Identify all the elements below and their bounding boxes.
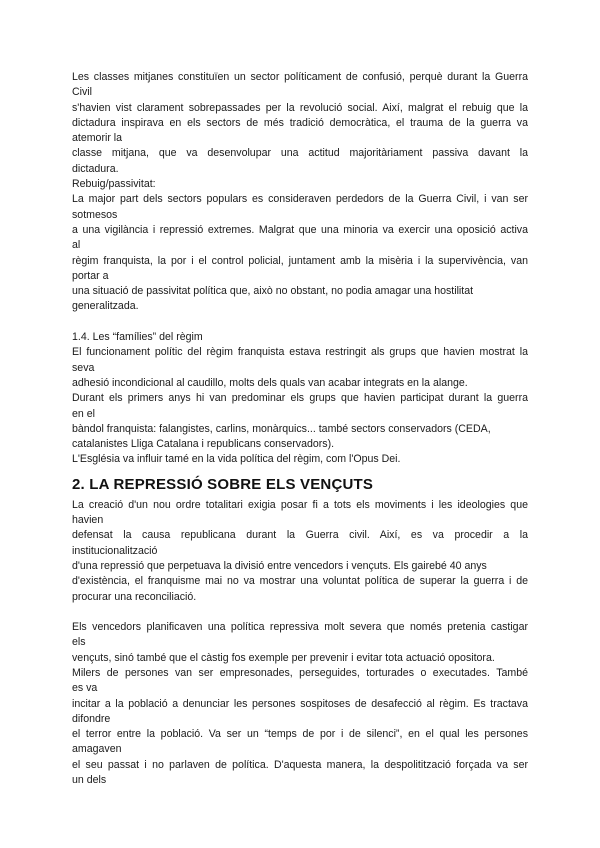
text-line: una situació de passivitat política que, això no obstant, no podia amagar una hostilitat <box>72 285 474 298</box>
paragraph-block-families <box>72 330 528 468</box>
paragraph-block-repression <box>72 498 528 605</box>
text-line: règim franquista, la por i el control policial, juntament amb la misèria i la supervivència, van <box>72 254 528 267</box>
text-line: Civil <box>72 86 93 99</box>
text-line: L'Església va influir tamé en la vida política del règim, com l'Opus Dei. <box>72 453 401 466</box>
text-line: a una vigilància i repressió extremes. Malgrat que una minoria va exercir una oposició activa <box>72 223 528 236</box>
text-line: portar a <box>72 269 109 282</box>
text-line: d'existència, el franquisme mai no va mostrar una voluntat política de superar la guerra i de <box>72 575 528 588</box>
text-line: catalanistes Lliga Catalana i republicans conservadors). <box>72 438 335 451</box>
text-line: dictadura. <box>72 162 119 175</box>
text-line: Durant els primers anys hi van predominar els grups que havien participat durant la guerra <box>72 392 528 405</box>
section-heading: 2. LA REPRESSIÓ SOBRE ELS VENÇUTS <box>72 475 374 493</box>
text-line: Els vencedors planificaven una política repressiva molt severa que només pretenia castigar <box>72 621 528 634</box>
text-line: La creació d'un nou ordre totalitari exigia posar fi a tots els moviments i les ideologies que <box>72 498 528 511</box>
text-line: havien <box>72 514 104 527</box>
text-line: 1.4. Les “famílies” del règim <box>72 331 203 344</box>
paragraph-gap <box>72 605 528 620</box>
text-line: atemorir la <box>72 132 123 145</box>
text-line: vençuts, sinó també que el càstig fos exemple per prevenir i evitar tota actuació opositora. <box>72 651 495 664</box>
paragraph-gap <box>72 315 528 330</box>
document-page <box>72 70 528 788</box>
text-line: d'una repressió que perpetuava la divisió entre vencedors i vençuts. Els gairebé 40 anys <box>72 559 487 572</box>
text-line: un dels <box>72 774 107 787</box>
text-line: difondre <box>72 712 111 725</box>
text-line: generalitzada. <box>72 300 139 313</box>
text-line: defensat la causa republicana durant la Guerra civil. Així, es va procedir a la <box>72 529 528 542</box>
text-line: el terror entre la població. Va ser un “temps de por i de silenci”, en el qual les persones <box>72 728 528 741</box>
text-line: dictadura inspirava en els sectors de més tradició democràtica, el trauma de la guerra va <box>72 116 528 129</box>
text-line: La major part dels sectors populars es consideraven perdedors de la Guerra Civil, i van ser <box>72 193 528 206</box>
text-line: incitar a la població a denunciar les persones sospitoses de desafecció al règim. Es tractava <box>72 697 528 710</box>
text-line: el seu passat i no parlaven de política. D'aquesta manera, la despolitització forçada va ser <box>72 758 528 771</box>
text-line: El funcionament polític del règim franquista estava restringit als grups que havien mostrat la <box>72 346 528 359</box>
text-line: en el <box>72 407 95 420</box>
text-line: seva <box>72 361 95 374</box>
text-line: classe mitjana, que va desenvolupar una actitud majoritàriament passiva davant la <box>72 147 528 160</box>
text-line: Milers de persones van ser empresonades, perseguides, torturades o executades. També <box>72 666 528 679</box>
text-line: s'havien vist clarament sobrepassades per la revolució social. Així, malgrat el rebuig que la <box>72 101 528 114</box>
text-line: amagaven <box>72 743 122 756</box>
text-line: es va <box>72 682 98 695</box>
paragraph-block-victors <box>72 620 528 788</box>
text-line: procurar una reconciliació. <box>72 590 197 603</box>
paragraph-block-classes <box>72 70 528 315</box>
text-line: al <box>72 239 81 252</box>
text-line: sotmesos <box>72 208 118 221</box>
text-line: els <box>72 636 86 649</box>
text-line: Les classes mitjanes constituïen un sector políticament de confusió, perquè durant la Guerra <box>72 71 528 83</box>
text-line: bàndol franquista: falangistes, carlins, monàrquics... també sectors conservadors (CEDA, <box>72 422 491 435</box>
text-line: Rebuig/passivitat: <box>72 178 156 191</box>
text-line: institucionalització <box>72 544 158 557</box>
text-line: adhesió incondicional al caudillo, molts dels quals van acabar integrats en la alange. <box>72 376 468 389</box>
